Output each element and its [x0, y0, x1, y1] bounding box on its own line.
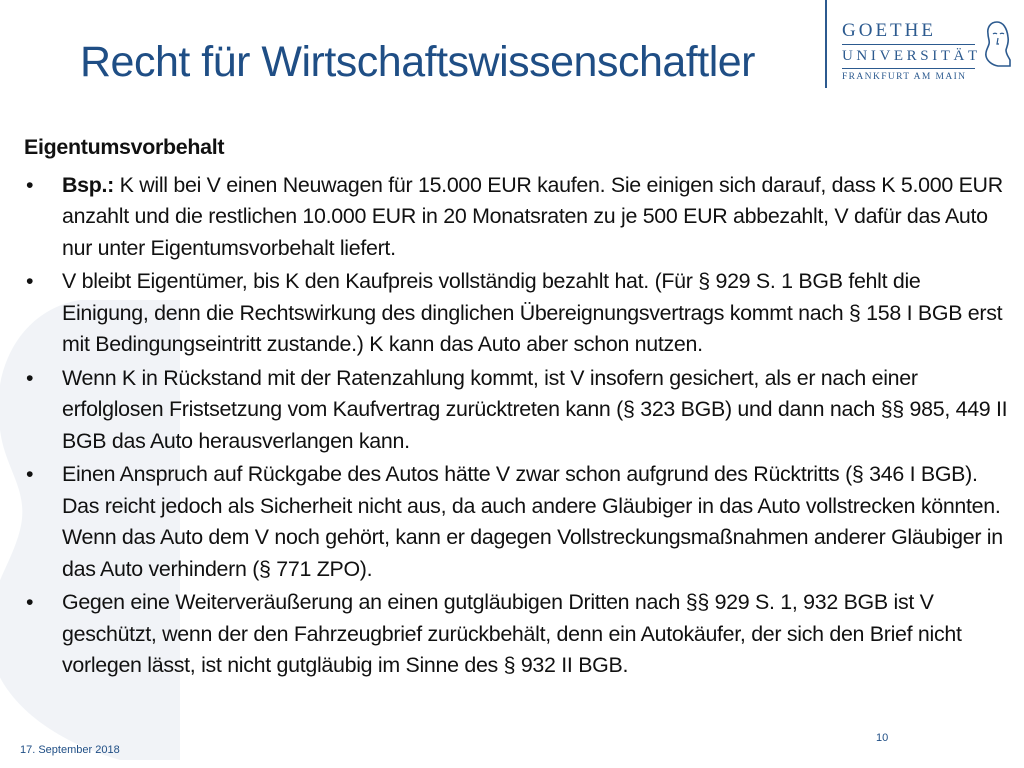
logo-universitaet-text: UNIVERSITÄT: [842, 48, 981, 64]
bullet-dot-icon: •: [26, 365, 34, 390]
bullet-item: [24, 170, 1009, 265]
bullet-text: Gegen eine Weiterveräußerung an einen gutgläubigen Dritten nach §§ 929 S. 1, 932 BGB ist V geschützt, wenn der den Fahrzeugbrief zurückbehält, denn ein Autokäufer, der sich den Brief nicht vorlegen lässt, ist nicht gutgläubig im Sinne des § 932 II BGB.: [62, 590, 962, 677]
bullet-item: [24, 363, 1009, 458]
bullet-text: V bleibt Eigentümer, bis K den Kaufpreis vollständig bezahlt hat. (Für § 929 S. 1 BGB fehlt die Einigung, denn die Rechtswirkung des dinglichen Übereignungsvertrags kommt nach § 158 I BGB erst mit Bedingungseintritt zustande.) K kann das Auto aber schon nutzen.: [62, 269, 1003, 356]
section-heading: Eigentumsvorbehalt: [24, 135, 225, 159]
logo-goethe-text: GOETHE: [842, 20, 936, 41]
bullet-text: K will bei V einen Neuwagen für 15.000 EUR kaufen. Sie einigen sich darauf, dass K 5.000 EUR anzahlt und die restlichen 10.000 EUR in 20 Monatsraten zu je 500 EUR abbezahlt, V dafür das Auto nur unter Eigentumsvorbehalt liefert.: [62, 172, 1003, 260]
logo-rule: [842, 44, 975, 45]
goethe-portrait-icon: [982, 20, 1012, 68]
bullet-item: [24, 587, 1009, 682]
logo-rule: [842, 68, 975, 69]
logo-frankfurt-text: FRANKFURT AM MAIN: [842, 72, 967, 82]
bullet-item: [24, 459, 1009, 585]
bullet-text: Einen Anspruch auf Rückgabe des Autos hätte V zwar schon aufgrund des Rücktritts (§ 346 I BGB). Das reicht jedoch als Sicherheit nicht aus, da auch andere Gläubiger in das Auto vollstrecken könnten. Wenn das Auto dem V noch gehört, kann er dagegen Vollstreckungsmaßnahmen anderer Gläubiger in das Auto verhindern (§ 771 ZPO).: [62, 462, 1003, 581]
bullet-text: Wenn K in Rückstand mit der Ratenzahlung kommt, ist V insofern gesichert, als er nach einer erfolglosen Fristsetzung vom Kaufvertrag zurücktreten kann (§ 323 BGB) und dann nach §§ 985, 449 II BGB das Auto herausverlangen kann.: [62, 365, 1008, 453]
slide-title: Recht für Wirtschaftswissenschaftler: [80, 38, 755, 86]
bullet-item: [24, 266, 1009, 361]
page-number: 10: [876, 732, 889, 744]
bullet-dot-icon: •: [26, 590, 34, 614]
footer-date: 17. September 2018: [20, 744, 120, 756]
bullet-dot-icon: •: [26, 269, 34, 293]
bullet-dot-icon: •: [26, 172, 34, 197]
header-divider: [825, 0, 827, 88]
bullet-dot-icon: •: [26, 462, 34, 486]
bullet-list: [24, 170, 1009, 682]
university-logo: [842, 20, 1017, 100]
bullet-prefix: Bsp.:: [62, 172, 114, 197]
slide-content: [24, 132, 1009, 684]
